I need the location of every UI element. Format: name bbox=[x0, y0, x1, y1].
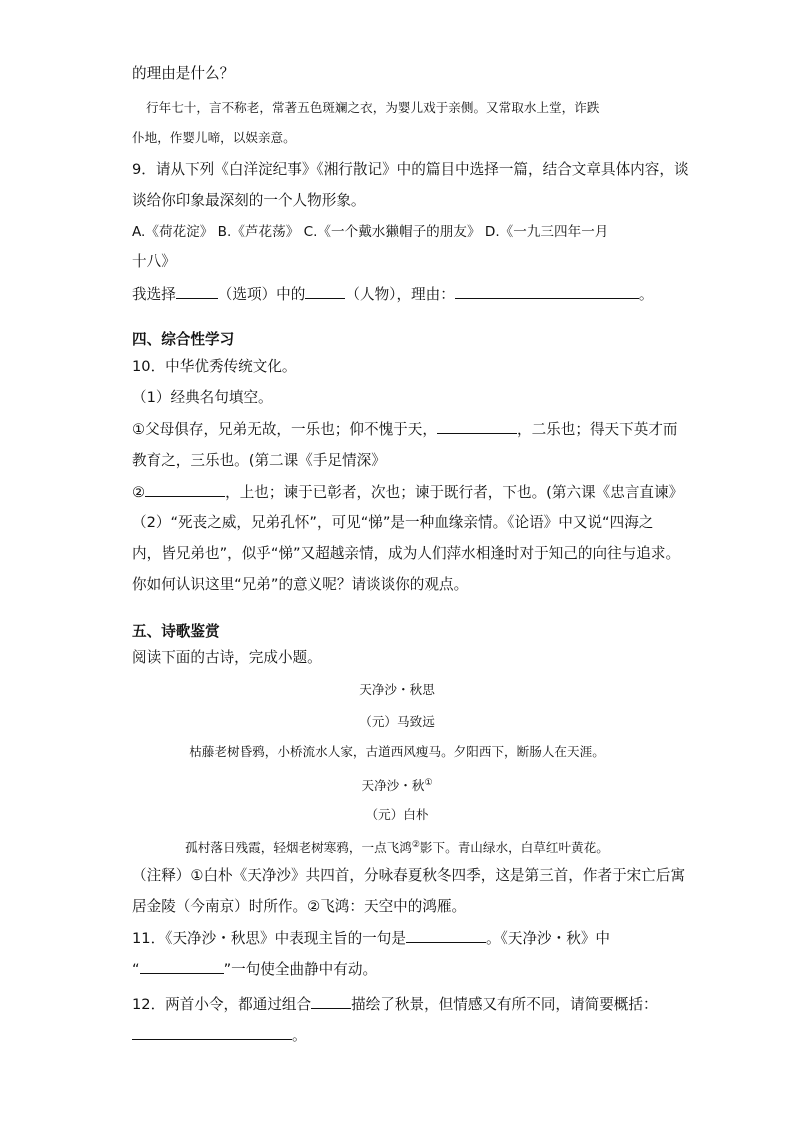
q12-blank-1[interactable] bbox=[311, 994, 351, 1009]
q11-line-1 bbox=[132, 928, 610, 949]
q11-open-quote: “ bbox=[132, 961, 140, 978]
q10-sub-1: （1）经典名句填空。 bbox=[132, 389, 273, 406]
q10-item-2-text-2: ，上也；谏于已彰者，次也；谏于既行者，下也。(第六课《忠言直谏》 bbox=[225, 484, 684, 501]
q11-text-1: 11．《天净沙・秋思》中表现主旨的一句是 bbox=[132, 930, 406, 947]
q10-item-2-line bbox=[132, 482, 683, 503]
q11-text-3: ”一句使全曲静中有动。 bbox=[223, 961, 378, 978]
q10-item-1-text-2: ，二乐也；得天下英才而 bbox=[516, 421, 678, 438]
q9-answer-end: 。 bbox=[638, 286, 654, 303]
poem-2-text bbox=[0, 835, 794, 858]
q8-passage-line-1: 行年七十，言不称老，常著五色斑斓之衣，为婴儿戏于亲侧。又常取水上堂，诈跌 bbox=[146, 100, 600, 115]
poem-2-title-text: 天净沙・秋 bbox=[361, 778, 425, 794]
q12-text-1: 12．两首小令，都通过组合 bbox=[132, 996, 312, 1013]
q12-blank-2[interactable] bbox=[132, 1025, 292, 1040]
poem-2-title bbox=[0, 773, 794, 796]
note-line-1: （注释）①白朴《天净沙》共四首，分咏春夏秋冬四季，这是第三首，作者于宋亡后寓 bbox=[132, 867, 686, 884]
q12-end: 。 bbox=[292, 1027, 307, 1044]
section-4-heading: 四、综合性学习 bbox=[132, 331, 235, 348]
quote-blank-1[interactable] bbox=[437, 419, 517, 434]
q11-blank-1[interactable] bbox=[406, 928, 486, 943]
q10-item-1-line-1 bbox=[132, 419, 678, 440]
note-line-2: 居金陵（今南京）时所作。②飞鸿：天空中的鸿雁。 bbox=[132, 898, 467, 915]
reason-blank[interactable] bbox=[455, 284, 639, 299]
q10-sub-2-line-3: 你如何认识这里“兄弟”的意义呢？请谈谈你的观点。 bbox=[132, 576, 469, 593]
poem-intro: 阅读下面的古诗，完成小题。 bbox=[132, 649, 322, 666]
poem-1-title: 天净沙・秋思 bbox=[359, 682, 435, 697]
poem-2-title-note-mark: ① bbox=[424, 778, 433, 788]
q10-item-2-text-1: ② bbox=[132, 484, 146, 501]
q10-sub-2-line-1: （2）“死丧之威，兄弟孔怀”，可见“悌”是一种血缘亲情。《论语》中又说“四海之 bbox=[132, 514, 654, 531]
q11-text-2: 。《天净沙・秋》中 bbox=[485, 930, 611, 947]
q9-answer-text-2: （选项）中的 bbox=[217, 286, 306, 303]
q10-item-1-line-2: 教育之，三乐也。(第二课《手足情深》 bbox=[132, 452, 386, 469]
poem-2-text-part-2: 影下。青山绿水，白草红叶黄花。 bbox=[419, 840, 609, 856]
poem-2-author: （元）白朴 bbox=[365, 807, 429, 822]
option-blank[interactable] bbox=[176, 284, 218, 299]
poem-2-text-note-mark: ② bbox=[411, 840, 420, 850]
q9-line-2: 谈给你印象最深刻的一个人物形象。 bbox=[132, 192, 366, 209]
q9-answer-line bbox=[132, 284, 653, 305]
q10-item-1-text-1: ①父母俱存，兄弟无故，一乐也；仰不愧于天， bbox=[132, 421, 437, 438]
quote-blank-2[interactable] bbox=[145, 482, 225, 497]
section-5-heading: 五、诗歌鉴赏 bbox=[132, 623, 220, 640]
q8-tail: 的理由是什么？ bbox=[132, 65, 235, 82]
q9-line-1: 9．请从下列《白洋淀纪事》《湘行散记》中的篇目中选择一篇，结合文章具体内容，谈 bbox=[132, 161, 689, 178]
q12-line-2 bbox=[132, 1025, 307, 1046]
poem-1-text: 枯藤老树昏鸦，小桥流水人家，古道西风瘦马。夕阳西下，断肠人在天涯。 bbox=[189, 744, 605, 759]
q8-passage-line-2: 仆地，作婴儿啼，以娱亲意。 bbox=[132, 130, 296, 145]
q11-blank-2[interactable] bbox=[140, 959, 224, 974]
q11-line-2 bbox=[132, 959, 377, 980]
q10-title: 10．中华优秀传统文化。 bbox=[132, 358, 297, 375]
poem-2-text-part-1: 孤村落日残霞，轻烟老树寒鸦，一点飞鸿 bbox=[185, 840, 412, 856]
character-blank[interactable] bbox=[305, 284, 345, 299]
q9-answer-text-3: （人物），理由： bbox=[345, 286, 455, 303]
q9-answer-text-1: 我选择 bbox=[132, 286, 176, 303]
poem-1-author: （元）马致远 bbox=[359, 714, 435, 729]
q12-line-1 bbox=[132, 994, 658, 1015]
q10-sub-2-line-2: 内，皆兄弟也”，似乎“悌”又超越亲情，成为人们萍水相逢时对于知己的向往与追求。 bbox=[132, 545, 681, 562]
q12-text-2: 描绘了秋景，但情感又有所不同，请简要概括： bbox=[351, 996, 658, 1013]
q9-options-line-2: 十八》 bbox=[132, 253, 176, 270]
q9-options-line-1: A.《荷花淀》 B.《芦花荡》 C.《一个戴水獭帽子的朋友》 D.《一九三四年一月 bbox=[132, 224, 609, 240]
